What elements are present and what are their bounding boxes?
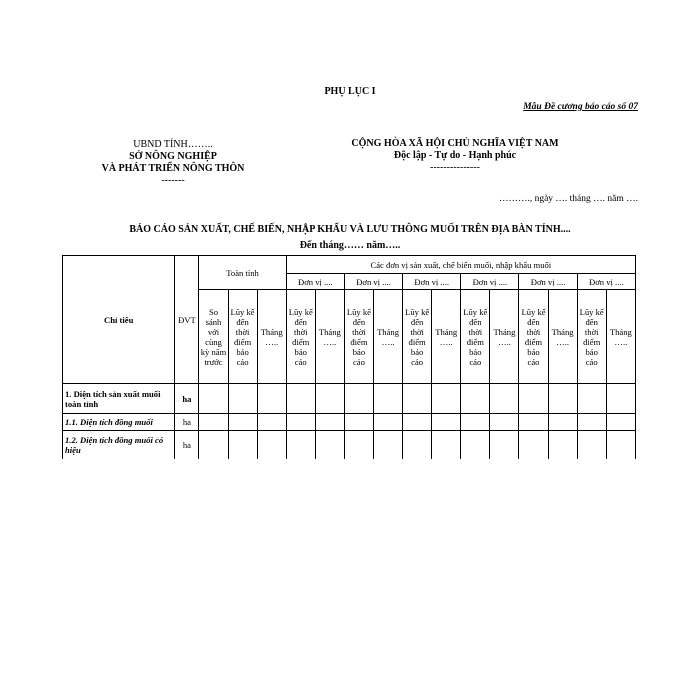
data-cell[interactable] <box>606 414 635 431</box>
header-unit-3-cumulative: Lũy kế đến thời điểm báo cáo <box>403 290 432 384</box>
data-cell[interactable] <box>519 414 548 431</box>
header-province-compare: So sánh với cùng kỳ năm trước <box>199 290 228 384</box>
data-cell[interactable] <box>228 431 257 459</box>
report-table <box>62 255 636 459</box>
data-cell[interactable] <box>548 384 577 414</box>
header-unit: ĐVT <box>175 256 199 384</box>
header-province: Toàn tỉnh <box>199 256 286 290</box>
header-unit-5-cumulative: Lũy kế đến thời điểm báo cáo <box>519 290 548 384</box>
header-units-group: Các đơn vị sản xuất, chế biến muối, nhập khẩu muối <box>286 256 635 274</box>
appendix-title: PHỤ LỤC I <box>324 86 376 97</box>
data-cell[interactable] <box>344 431 373 459</box>
data-cell[interactable] <box>315 414 344 431</box>
data-cell[interactable] <box>461 431 490 459</box>
header-indicator: Chỉ tiêu <box>63 256 175 384</box>
header-unit-1: Đơn vị .... <box>286 274 344 290</box>
data-cell[interactable] <box>286 384 315 414</box>
row-label: 1. Diện tích sản xuất muối toàn tỉnh <box>63 384 175 414</box>
header-unit-4-month: Tháng ….. <box>490 290 519 384</box>
header-unit-2: Đơn vị .... <box>344 274 402 290</box>
header-unit-4: Đơn vị .... <box>461 274 519 290</box>
motto-divider: --------------- <box>430 162 480 173</box>
data-cell[interactable] <box>548 431 577 459</box>
form-number: Mẫu Đề cương báo cáo số 07 <box>523 102 638 112</box>
header-unit-1-month: Tháng ….. <box>315 290 344 384</box>
data-cell[interactable] <box>374 431 403 459</box>
header-unit-6-cumulative: Lũy kế đến thời điểm báo cáo <box>577 290 606 384</box>
data-cell[interactable] <box>228 384 257 414</box>
data-cell[interactable] <box>606 431 635 459</box>
header-unit-5-month: Tháng ….. <box>548 290 577 384</box>
data-cell[interactable] <box>577 414 606 431</box>
data-cell[interactable] <box>403 414 432 431</box>
header-unit-6-month: Tháng ….. <box>606 290 635 384</box>
data-cell[interactable] <box>606 384 635 414</box>
data-cell[interactable] <box>403 431 432 459</box>
data-cell[interactable] <box>315 431 344 459</box>
row-unit: ha <box>175 384 199 414</box>
table-row <box>63 414 636 431</box>
data-cell[interactable] <box>432 384 461 414</box>
data-cell[interactable] <box>344 384 373 414</box>
row-label: 1.2. Diện tích đồng muối có hiệu <box>63 431 175 459</box>
header-unit-1-cumulative: Lũy kế đến thời điểm báo cáo <box>286 290 315 384</box>
data-cell[interactable] <box>461 384 490 414</box>
data-cell[interactable] <box>286 414 315 431</box>
header-unit-2-cumulative: Lũy kế đến thời điểm báo cáo <box>344 290 373 384</box>
data-cell[interactable] <box>461 414 490 431</box>
agency-province: UBND TỈNH…….. <box>133 139 213 150</box>
data-cell[interactable] <box>519 384 548 414</box>
data-cell[interactable] <box>199 414 228 431</box>
national-header <box>330 138 580 174</box>
data-cell[interactable] <box>286 431 315 459</box>
date-line: ………., ngày …. tháng …. năm …. <box>498 194 638 204</box>
data-cell[interactable] <box>344 414 373 431</box>
report-title: BÁO CÁO SẢN XUẤT, CHẾ BIẾN, NHẬP KHẨU VÀ LƯU THÔNG MUỐI TRÊN ĐỊA BÀN TỈNH.... <box>129 224 571 235</box>
data-cell[interactable] <box>490 384 519 414</box>
table-row <box>63 431 636 459</box>
header-unit-3: Đơn vị .... <box>403 274 461 290</box>
data-cell[interactable] <box>519 431 548 459</box>
header-unit-5: Đơn vị .... <box>519 274 577 290</box>
data-cell[interactable] <box>257 384 286 414</box>
row-unit: ha <box>175 431 199 459</box>
header-unit-4-cumulative: Lũy kế đến thời điểm báo cáo <box>461 290 490 384</box>
data-cell[interactable] <box>490 431 519 459</box>
data-cell[interactable] <box>432 414 461 431</box>
data-cell[interactable] <box>374 384 403 414</box>
agency-department: SỞ NÔNG NGHIỆP <box>129 151 217 162</box>
issuing-agency-header <box>78 139 268 187</box>
data-cell[interactable] <box>257 431 286 459</box>
national-motto: Độc lập - Tự do - Hạnh phúc <box>393 150 517 161</box>
data-cell[interactable] <box>257 414 286 431</box>
table-row <box>63 384 636 414</box>
header-province-month: Tháng ….. <box>257 290 286 384</box>
data-cell[interactable] <box>403 384 432 414</box>
row-label: 1.1. Diện tích đồng muối <box>63 414 175 431</box>
data-cell[interactable] <box>577 384 606 414</box>
data-cell[interactable] <box>199 384 228 414</box>
data-cell[interactable] <box>315 384 344 414</box>
header-unit-3-month: Tháng ….. <box>432 290 461 384</box>
header-unit-6: Đơn vị .... <box>577 274 635 290</box>
data-cell[interactable] <box>228 414 257 431</box>
report-subtitle: Đến tháng…… năm….. <box>299 240 401 251</box>
agency-department-cont: VÀ PHÁT TRIỂN NÔNG THÔN <box>101 163 245 174</box>
data-cell[interactable] <box>374 414 403 431</box>
header-unit-2-month: Tháng ….. <box>374 290 403 384</box>
agency-divider: ------- <box>161 175 185 186</box>
data-cell[interactable] <box>432 431 461 459</box>
row-unit: ha <box>175 414 199 431</box>
country-name: CỘNG HÒA XÃ HỘI CHỦ NGHĨA VIỆT NAM <box>351 138 559 149</box>
data-cell[interactable] <box>199 431 228 459</box>
header-province-cumulative: Lũy kế đến thời điểm báo cáo <box>228 290 257 384</box>
data-cell[interactable] <box>490 414 519 431</box>
data-cell[interactable] <box>577 431 606 459</box>
data-cell[interactable] <box>548 414 577 431</box>
